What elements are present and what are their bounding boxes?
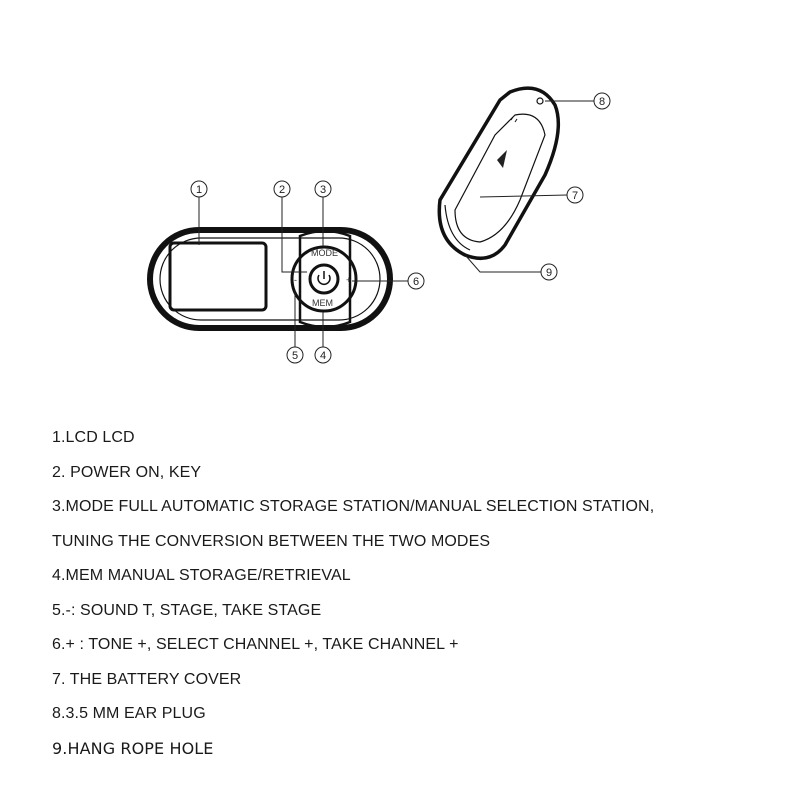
svg-text:8: 8 <box>598 96 606 108</box>
legend-item: 6.+ : TONE +, SELECT CHANNEL +, TAKE CHANNEL + <box>52 636 459 653</box>
mode-button-label: MODE <box>311 248 338 258</box>
callout-9 <box>541 264 557 280</box>
callout-5 <box>287 347 303 363</box>
svg-text:7: 7 <box>571 190 579 202</box>
control-pad-frame <box>300 231 350 327</box>
legend-item: 8.3.5 MM EAR PLUG <box>52 705 206 722</box>
legend-item: 4.MEM MANUAL STORAGE/RETRIEVAL <box>52 567 351 584</box>
svg-text:6: 6 <box>412 276 420 288</box>
svg-text:4: 4 <box>319 350 327 362</box>
callout-1 <box>191 181 207 197</box>
minus-button-label: - <box>294 275 297 285</box>
callout-3 <box>315 181 331 197</box>
device-side-view <box>439 88 558 258</box>
svg-text:9: 9 <box>545 267 553 279</box>
lcd-screen <box>170 243 266 310</box>
svg-text:1: 1 <box>195 184 203 196</box>
device-front-view <box>150 230 390 328</box>
callout-4 <box>315 347 331 363</box>
callout-8 <box>594 93 610 109</box>
cover-mark-2 <box>515 119 517 122</box>
legend-item: 5.-: SOUND T, STAGE, TAKE STAGE <box>52 601 322 619</box>
legend-item: 2. POWER ON, KEY <box>52 463 202 481</box>
callout-7 <box>567 187 583 203</box>
logo-triangle <box>497 150 507 168</box>
mem-button-label: MEM <box>312 298 333 308</box>
svg-text:2: 2 <box>278 184 286 196</box>
callout-2 <box>274 181 290 197</box>
callout-6 <box>408 273 424 289</box>
legend-item: 1.LCD LCD <box>52 429 135 446</box>
legend-item: 9.HANG ROPE HOLE <box>52 738 214 758</box>
battery-cover <box>455 114 545 242</box>
svg-text:5: 5 <box>291 350 299 362</box>
legend-item: TUNING THE CONVERSION BETWEEN THE TWO MODES <box>52 532 491 550</box>
ear-plug-port <box>537 98 543 104</box>
device-front-body <box>150 230 390 328</box>
legend-item: 3.MODE FULL AUTOMATIC STORAGE STATION/MANUAL SELECTION STATION, <box>52 498 655 515</box>
device-side-body <box>439 88 558 258</box>
legend-item: 7. THE BATTERY COVER <box>52 670 242 688</box>
svg-text:3: 3 <box>319 184 327 196</box>
plus-button-label: + <box>346 275 352 285</box>
feature-legend <box>52 424 772 769</box>
